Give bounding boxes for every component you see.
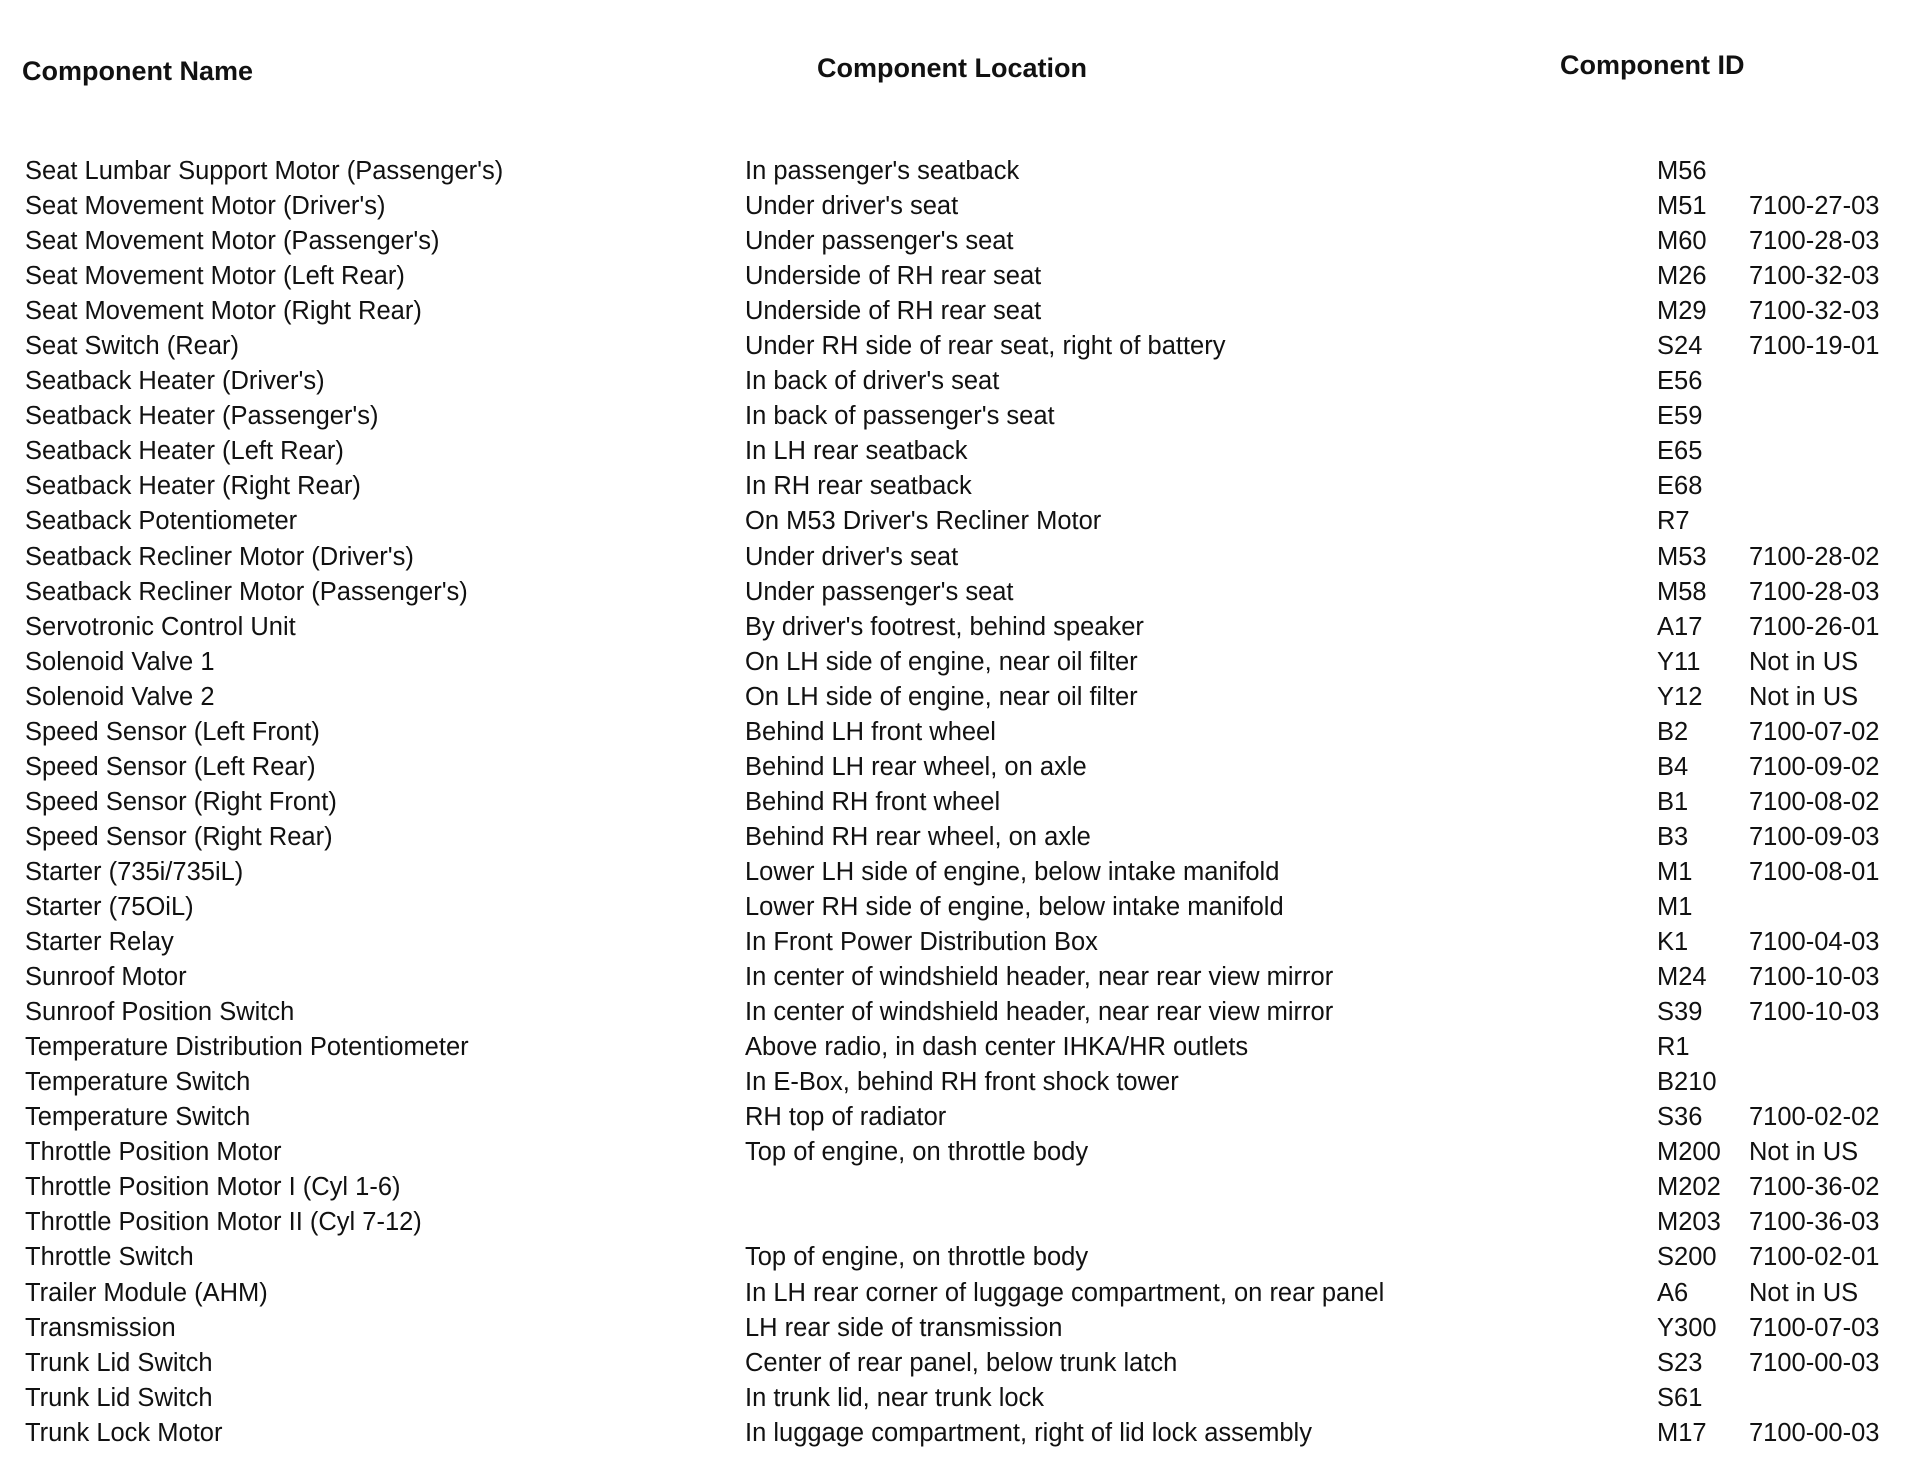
component-name-cell: Seatback Recliner Motor (Driver's) [25,542,414,571]
component-ref-cell: 7100-28-03 [1749,227,1880,256]
component-location-cell: On LH side of engine, near oil filter [745,647,1138,676]
component-location-cell: In LH rear seatback [745,437,968,466]
table-row [0,1030,1910,1065]
component-name-cell: Seat Movement Motor (Driver's) [25,192,386,221]
table-row [0,224,1910,259]
component-id-cell: M53 [1657,542,1707,571]
table-row [0,1311,1910,1346]
component-ref-cell: 7100-08-01 [1749,857,1880,886]
component-name-cell: Transmission [25,1313,176,1342]
component-ref-cell: 7100-04-03 [1749,928,1880,957]
component-name-cell: Speed Sensor (Right Rear) [25,822,333,851]
component-location-cell: By driver's footrest, behind speaker [745,612,1144,641]
component-location-cell: Lower RH side of engine, below intake manifold [745,892,1284,921]
table-row [0,1381,1910,1416]
component-id-cell: M51 [1657,192,1707,221]
table-row [0,540,1910,575]
component-location-cell: Under driver's seat [745,192,959,221]
component-location-cell: Lower LH side of engine, below intake manifold [745,857,1280,886]
table-row [0,1276,1910,1311]
component-id-cell: M60 [1657,227,1707,256]
table-row [0,855,1910,890]
component-location-cell: Under driver's seat [745,542,959,571]
component-location-cell: Under passenger's seat [745,577,1014,606]
component-name-cell: Seatback Heater (Passenger's) [25,402,379,431]
header-component-name: Component Name [22,56,254,86]
component-id-cell: R1 [1657,1033,1690,1062]
component-name-cell: Trailer Module (AHM) [25,1278,268,1307]
component-id-cell: E65 [1657,437,1703,466]
component-ref-cell: 7100-32-03 [1749,262,1880,291]
table-row [0,1100,1910,1135]
component-location-cell: In Front Power Distribution Box [745,928,1098,957]
component-ref-cell: 7100-19-01 [1749,332,1880,361]
table-row [0,154,1910,189]
component-name-cell: Seatback Heater (Driver's) [25,367,325,396]
component-name-cell: Speed Sensor (Left Front) [25,717,320,746]
table-row [0,1346,1910,1381]
component-ref-cell: 7100-02-01 [1749,1243,1880,1272]
table-row [0,259,1910,294]
table-row [0,329,1910,364]
component-id-cell: Y300 [1657,1313,1717,1342]
component-id-cell: M202 [1657,1173,1721,1202]
table-row [0,434,1910,469]
component-id-cell: S24 [1657,332,1703,361]
component-id-cell: Y12 [1657,682,1703,711]
component-id-cell: B3 [1657,822,1689,851]
header-component-id: Component ID [1560,50,1745,80]
component-id-cell: E59 [1657,402,1703,431]
component-name-cell: Starter (75OiL) [25,892,194,921]
component-name-cell: Seatback Potentiometer [25,507,298,536]
table-row [0,364,1910,399]
component-id-cell: B1 [1657,787,1689,816]
component-id-cell: S200 [1657,1243,1717,1272]
component-name-cell: Throttle Position Motor II (Cyl 7-12) [25,1208,422,1237]
component-name-cell: Sunroof Motor [25,963,187,992]
component-name-cell: Sunroof Position Switch [25,998,295,1027]
table-row [0,1205,1910,1240]
component-name-cell: Seat Lumbar Support Motor (Passenger's) [25,157,504,185]
table-row [0,469,1910,504]
table-row [0,960,1910,995]
component-id-cell: A17 [1657,612,1703,641]
component-id-cell: M29 [1657,297,1707,326]
component-name-cell: Seat Movement Motor (Right Rear) [25,297,422,326]
table-row [0,1065,1910,1100]
component-ref-cell: 7100-09-03 [1749,822,1880,851]
component-id-cell: S36 [1657,1103,1703,1132]
component-name-cell: Throttle Position Motor I (Cyl 1-6) [25,1173,401,1202]
component-name-cell: Temperature Switch [25,1068,251,1097]
component-name-cell: Starter (735i/735iL) [25,857,244,886]
table-row [0,1170,1910,1205]
component-name-cell: Seatback Heater (Right Rear) [25,472,361,501]
header-component-location: Component Location [817,53,1087,83]
component-location-cell: Under RH side of rear seat, right of battery [745,332,1226,361]
table-row [0,645,1910,680]
component-name-cell: Throttle Switch [25,1243,194,1272]
component-ref-cell: 7100-08-02 [1749,787,1880,816]
table-row [0,680,1910,715]
component-id-cell: S39 [1657,998,1703,1027]
component-ref-cell: Not in US [1749,682,1859,711]
component-id-cell: M24 [1657,963,1707,992]
component-id-cell: B2 [1657,717,1689,746]
component-ref-cell: 7100-00-03 [1749,1418,1880,1447]
component-location-cell: Behind LH rear wheel, on axle [745,752,1087,781]
component-location-cell: On M53 Driver's Recliner Motor [745,507,1102,536]
component-ref-cell: Not in US [1749,1278,1859,1307]
component-name-cell: Temperature Distribution Potentiometer [25,1033,469,1062]
component-id-cell: M1 [1657,892,1693,921]
component-id-cell: S23 [1657,1348,1703,1377]
component-location-cell: In LH rear corner of luggage compartment, on rear panel [745,1278,1385,1307]
component-name-cell: Seatback Heater (Left Rear) [25,437,344,466]
table-row [0,189,1910,224]
component-location-cell: Underside of RH rear seat [745,262,1042,291]
component-id-cell: M56 [1657,157,1707,185]
component-location-cell: Behind RH front wheel [745,787,1001,816]
table-row [0,890,1910,925]
component-ref-cell: 7100-36-03 [1749,1208,1880,1237]
table-row [0,399,1910,434]
table-row [0,1416,1910,1451]
component-name-cell: Trunk Lid Switch [25,1383,213,1412]
component-ref-cell: 7100-27-03 [1749,192,1880,221]
component-name-cell: Seat Movement Motor (Left Rear) [25,262,405,291]
component-id-cell: M1 [1657,857,1693,886]
component-location-cell: In luggage compartment, right of lid lock assembly [745,1418,1312,1447]
component-location-cell: Top of engine, on throttle body [745,1138,1089,1167]
component-id-cell: M17 [1657,1418,1707,1447]
component-location-cell: On LH side of engine, near oil filter [745,682,1138,711]
component-id-cell: S61 [1657,1383,1703,1412]
component-location-cell: In center of windshield header, near rear view mirror [745,998,1334,1027]
component-ref-cell: 7100-07-03 [1749,1313,1880,1342]
component-name-cell: Starter Relay [25,928,174,957]
component-location-cell: RH top of radiator [745,1103,947,1132]
component-id-cell: M200 [1657,1138,1721,1167]
component-name-cell: Solenoid Valve 1 [25,647,215,676]
component-location-cell: Top of engine, on throttle body [745,1243,1089,1272]
component-location-cell: Underside of RH rear seat [745,297,1042,326]
component-location-cell: In E-Box, behind RH front shock tower [745,1068,1179,1097]
table-row [0,995,1910,1030]
component-name-cell: Throttle Position Motor [25,1138,282,1167]
component-name-cell: Trunk Lid Switch [25,1348,213,1377]
component-name-cell: Temperature Switch [25,1103,251,1132]
component-id-cell: R7 [1657,507,1690,536]
component-ref-cell: 7100-32-03 [1749,297,1880,326]
component-ref-cell: 7100-28-02 [1749,542,1880,571]
component-location-cell: LH rear side of transmission [745,1313,1063,1342]
table-row [0,504,1910,539]
table-row [0,715,1910,750]
component-ref-cell: 7100-36-02 [1749,1173,1880,1202]
component-location-cell: In trunk lid, near trunk lock [745,1383,1045,1412]
component-name-cell: Solenoid Valve 2 [25,682,215,711]
table-row [0,575,1910,610]
component-location-cell: Under passenger's seat [745,227,1014,256]
component-ref-cell: 7100-28-03 [1749,577,1880,606]
component-ref-cell: Not in US [1749,647,1859,676]
table-row [0,1240,1910,1275]
table-row [0,750,1910,785]
component-name-cell: Seat Movement Motor (Passenger's) [25,227,440,256]
component-name-cell: Trunk Lock Motor [25,1418,223,1447]
component-id-cell: M203 [1657,1208,1721,1237]
table-row [0,820,1910,855]
component-ref-cell: 7100-26-01 [1749,612,1880,641]
component-id-cell: A6 [1657,1278,1689,1307]
component-name-cell: Seatback Recliner Motor (Passenger's) [25,577,468,606]
component-id-cell: M58 [1657,577,1707,606]
table-row [0,294,1910,329]
table-row [0,610,1910,645]
component-location-cell: In back of driver's seat [745,367,1000,396]
component-location-cell: In RH rear seatback [745,472,972,501]
component-ref-cell: 7100-10-03 [1749,998,1880,1027]
component-ref-cell: 7100-10-03 [1749,963,1880,992]
component-name-cell: Speed Sensor (Right Front) [25,787,337,816]
table-row [0,785,1910,820]
component-location-cell: Behind RH rear wheel, on axle [745,822,1091,851]
component-ref-cell: 7100-09-02 [1749,752,1880,781]
component-id-cell: M26 [1657,262,1707,291]
component-ref-cell: 7100-07-02 [1749,717,1880,746]
component-location-cell: Behind LH front wheel [745,717,996,746]
component-id-cell: E68 [1657,472,1703,501]
table-row [0,925,1910,960]
component-table [0,154,1910,1451]
component-ref-cell: 7100-00-03 [1749,1348,1880,1377]
component-name-cell: Servotronic Control Unit [25,612,296,641]
component-location-cell: Center of rear panel, below trunk latch [745,1348,1178,1377]
component-name-cell: Speed Sensor (Left Rear) [25,752,316,781]
component-location-cell: In center of windshield header, near rear view mirror [745,963,1334,992]
component-id-cell: E56 [1657,367,1703,396]
component-id-cell: K1 [1657,928,1689,957]
component-id-cell: Y11 [1657,647,1701,676]
component-ref-cell: Not in US [1749,1138,1859,1167]
component-location-cell: In back of passenger's seat [745,402,1055,431]
table-row [0,1135,1910,1170]
component-id-cell: B210 [1657,1068,1717,1097]
component-location-cell: Above radio, in dash center IHKA/HR outlets [745,1033,1249,1062]
component-id-cell: B4 [1657,752,1689,781]
component-location-cell: In passenger's seatback [745,157,1020,185]
component-name-cell: Seat Switch (Rear) [25,332,239,361]
component-ref-cell: 7100-02-02 [1749,1103,1880,1132]
